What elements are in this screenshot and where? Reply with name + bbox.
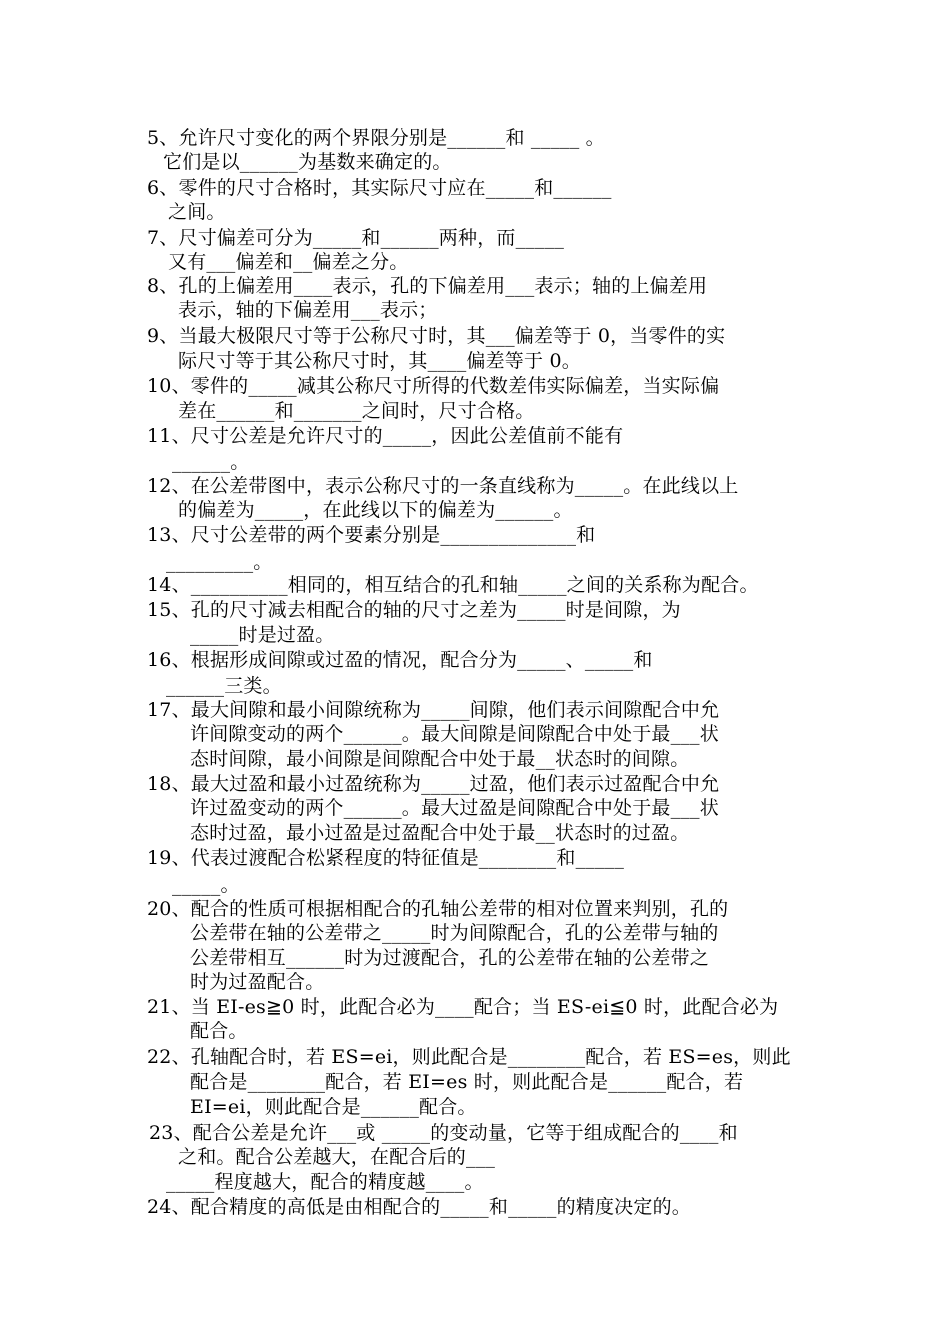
q19-line2: _____。 xyxy=(172,874,240,896)
q8-line2: 表示，轴的下偏差用___表示； xyxy=(178,299,438,321)
q14-line1: 14、__________相同的，相互结合的孔和轴_____之间的关系称为配合。 xyxy=(147,574,759,596)
q18-line1: 18、最大过盈和最小过盈统称为_____过盈，他们表示过盈配合中允 xyxy=(147,773,720,795)
q23-line2: 之和。配合公差越大，在配合后的___ xyxy=(178,1146,496,1168)
q23-line3: _____程度越大，配合的精度越____。 xyxy=(166,1171,484,1193)
q18-line2: 许过盈变动的两个______。最大过盈是间隙配合中处于最___状 xyxy=(190,797,719,819)
q17-line3: 态时间隙，最小间隙是间隙配合中处于最__状态时的间隙。 xyxy=(190,748,690,770)
q16-line2: ______三类。 xyxy=(166,675,282,697)
q22-line2: 配合是________配合，若 EI=es 时，则此配合是______配合，若 xyxy=(190,1071,744,1093)
q6-line2: 之间。 xyxy=(168,201,226,223)
q6-line1: 6、零件的尺寸合格时，其实际尺寸应在_____和______ xyxy=(147,177,612,199)
q19-line1: 19、代表过渡配合松紧程度的特征值是________和_____ xyxy=(147,847,625,869)
q18-line3: 态时过盈，最小过盈是过盈配合中处于最__状态时的过盈。 xyxy=(190,822,690,844)
q13-line1: 13、尺寸公差带的两个要素分别是______________和 xyxy=(147,524,596,546)
q17-line1: 17、最大间隙和最小间隙统称为_____间隙，他们表示间隙配合中允 xyxy=(147,699,720,721)
q5-line2: 它们是以______为基数来确定的。 xyxy=(163,151,452,173)
q12-line1: 12、在公差带图中，表示公称尺寸的一条直线称为_____。在此线以上 xyxy=(147,475,739,497)
q12-line2: 的偏差为_____，在此线以下的偏差为______。 xyxy=(178,499,573,521)
q21-line1: 21、当 EI-es≧0 时，此配合必为____配合；当 ES-ei≦0 时，此配合必为 xyxy=(147,996,779,1018)
q11-line2: ______。 xyxy=(172,451,250,473)
q20-line1: 20、配合的性质可根据相配合的孔轴公差带的相对位置来判别，孔的 xyxy=(147,898,729,920)
q16-line1: 16、根据形成间隙或过盈的情况，配合分为_____、_____和 xyxy=(147,649,653,671)
q20-line4: 时为过盈配合。 xyxy=(190,971,325,993)
q8-line1: 8、孔的上偏差用____表示，孔的下偏差用___表示；轴的上偏差用 xyxy=(147,275,708,297)
q9-line2: 际尺寸等于其公称尺寸时，其____偏差等于 0。 xyxy=(178,350,581,372)
q13-line2: _________。 xyxy=(166,551,273,573)
q21-line2: 配合。 xyxy=(190,1020,248,1042)
q15-line1: 15、孔的尺寸减去相配合的轴的尺寸之差为_____时是间隙，为 xyxy=(147,599,681,621)
q10-line2: 差在______和_______之间时，尺寸合格。 xyxy=(178,400,535,422)
q7-line2: 又有___偏差和__偏差之分。 xyxy=(168,251,409,273)
q22-line3: EI=ei，则此配合是______配合。 xyxy=(190,1096,477,1118)
q23-line1: 23、配合公差是允许___或 _____的变动量，它等于组成配合的____和 xyxy=(149,1122,738,1144)
q9-line1: 9、当最大极限尺寸等于公称尺寸时，其___偏差等于 0，当零件的实 xyxy=(147,325,726,347)
q24-line1: 24、配合精度的高低是由相配合的_____和_____的精度决定的。 xyxy=(147,1196,691,1218)
q5-line1: 5、允许尺寸变化的两个界限分别是______和 _____ 。 xyxy=(147,127,605,149)
q15-line2: _____时是过盈。 xyxy=(190,624,335,646)
q22-line1: 22、孔轴配合时，若 ES=ei，则此配合是________配合，若 ES=es，则此 xyxy=(147,1046,791,1068)
q20-line2: 公差带在轴的公差带之_____时为间隙配合，孔的公差带与轴的 xyxy=(190,922,719,944)
q10-line1: 10、零件的_____减其公称尺寸所得的代数差伟实际偏差，当实际偏 xyxy=(147,375,720,397)
q20-line3: 公差带相互______时为过渡配合，孔的公差带在轴的公差带之 xyxy=(190,947,710,969)
q11-line1: 11、尺寸公差是允许尺寸的_____，因此公差值前不能有 xyxy=(147,425,624,447)
q7-line1: 7、尺寸偏差可分为_____和______两种，而_____ xyxy=(147,227,565,249)
q17-line2: 许间隙变动的两个______。最大间隙是间隙配合中处于最___状 xyxy=(190,723,719,745)
